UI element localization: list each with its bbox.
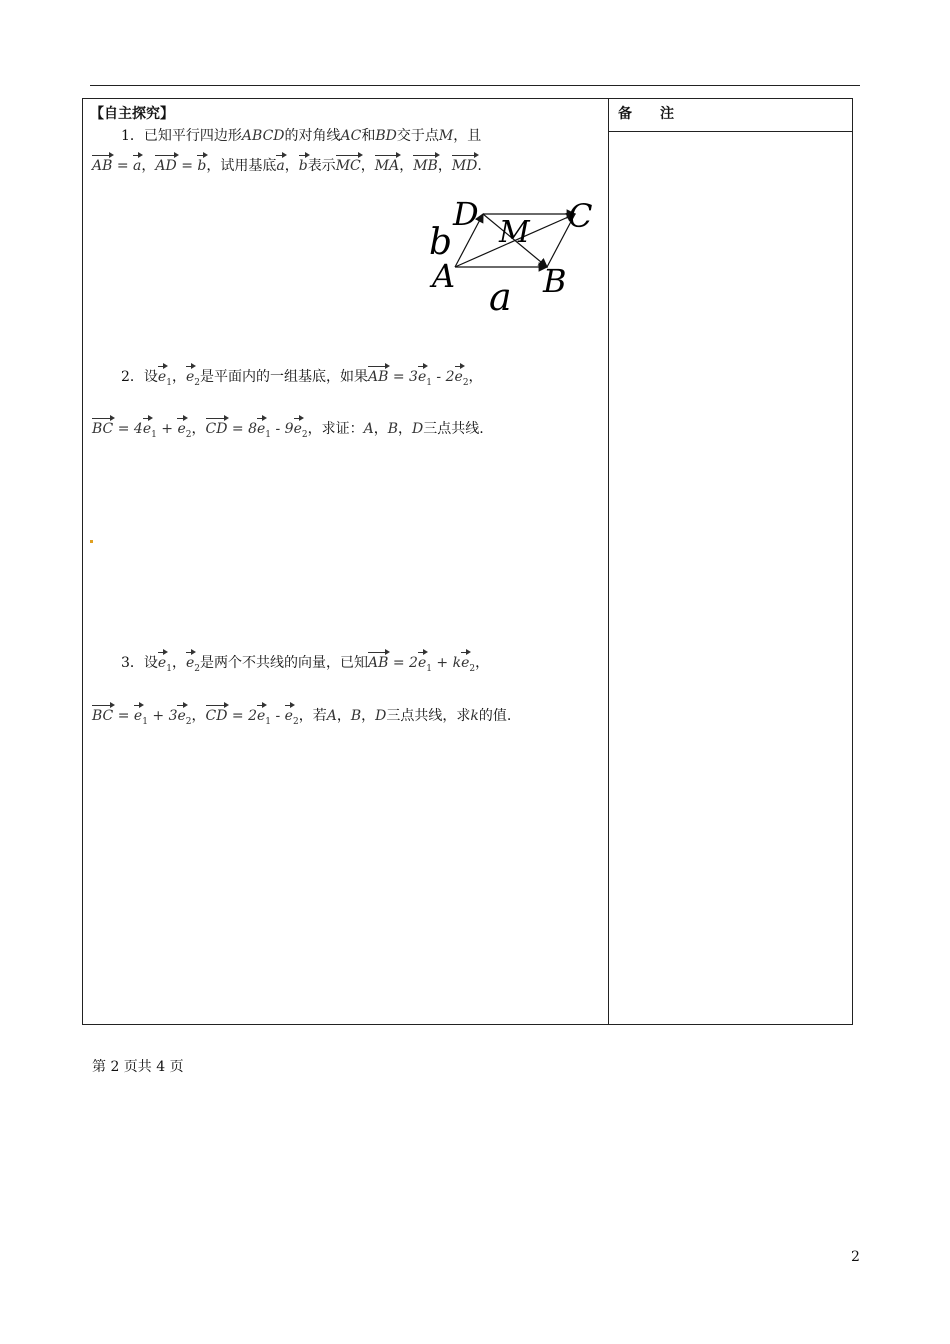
page-number: 2 [851, 1249, 860, 1265]
page-info: 第 2 页共 4 页 [92, 1059, 184, 1075]
label-M: M [499, 215, 530, 250]
q2-line1: 2．设$e_1$，$e_2$是平面内的一组基底，如果AB = $3e_1 - 2e_2$， [121, 369, 483, 388]
label-C: C [568, 197, 593, 235]
label-a: a [489, 275, 512, 319]
notes-header-divider [608, 131, 853, 132]
stray-mark [90, 540, 93, 543]
label-D: D [453, 195, 479, 233]
header-rule [90, 85, 860, 86]
q1-line2: AB = a，AD = b，试用基底a，b表示MC，MA，MB，MD. [92, 158, 482, 174]
parallelogram-figure [425, 195, 605, 320]
column-divider [608, 98, 609, 1025]
q3-line2: BC = $e_1 + 3e_2$，CD = $2e_1 - e_2$，若A，B，D三点共线，求k的值. [92, 708, 512, 727]
label-b: b [429, 222, 453, 263]
q1-line1: 1．已知平行四边形ABCD的对角线AC和BD交于点M，且 [121, 128, 482, 144]
q3-line1: 3．设$e_1$，$e_2$是两个不共线的向量，已知AB = $2e_1 + ke_2$， [121, 655, 490, 674]
label-B: B [543, 262, 567, 300]
notes-header: 备 注 [618, 106, 674, 122]
q2-line2: BC = $4e_1 + e_2$，CD = $8e_1 - 9e_2$，求证：A，B，D三点共线. [92, 421, 484, 440]
section-title: 【自主探究】 [90, 106, 174, 122]
label-A: A [432, 257, 456, 295]
